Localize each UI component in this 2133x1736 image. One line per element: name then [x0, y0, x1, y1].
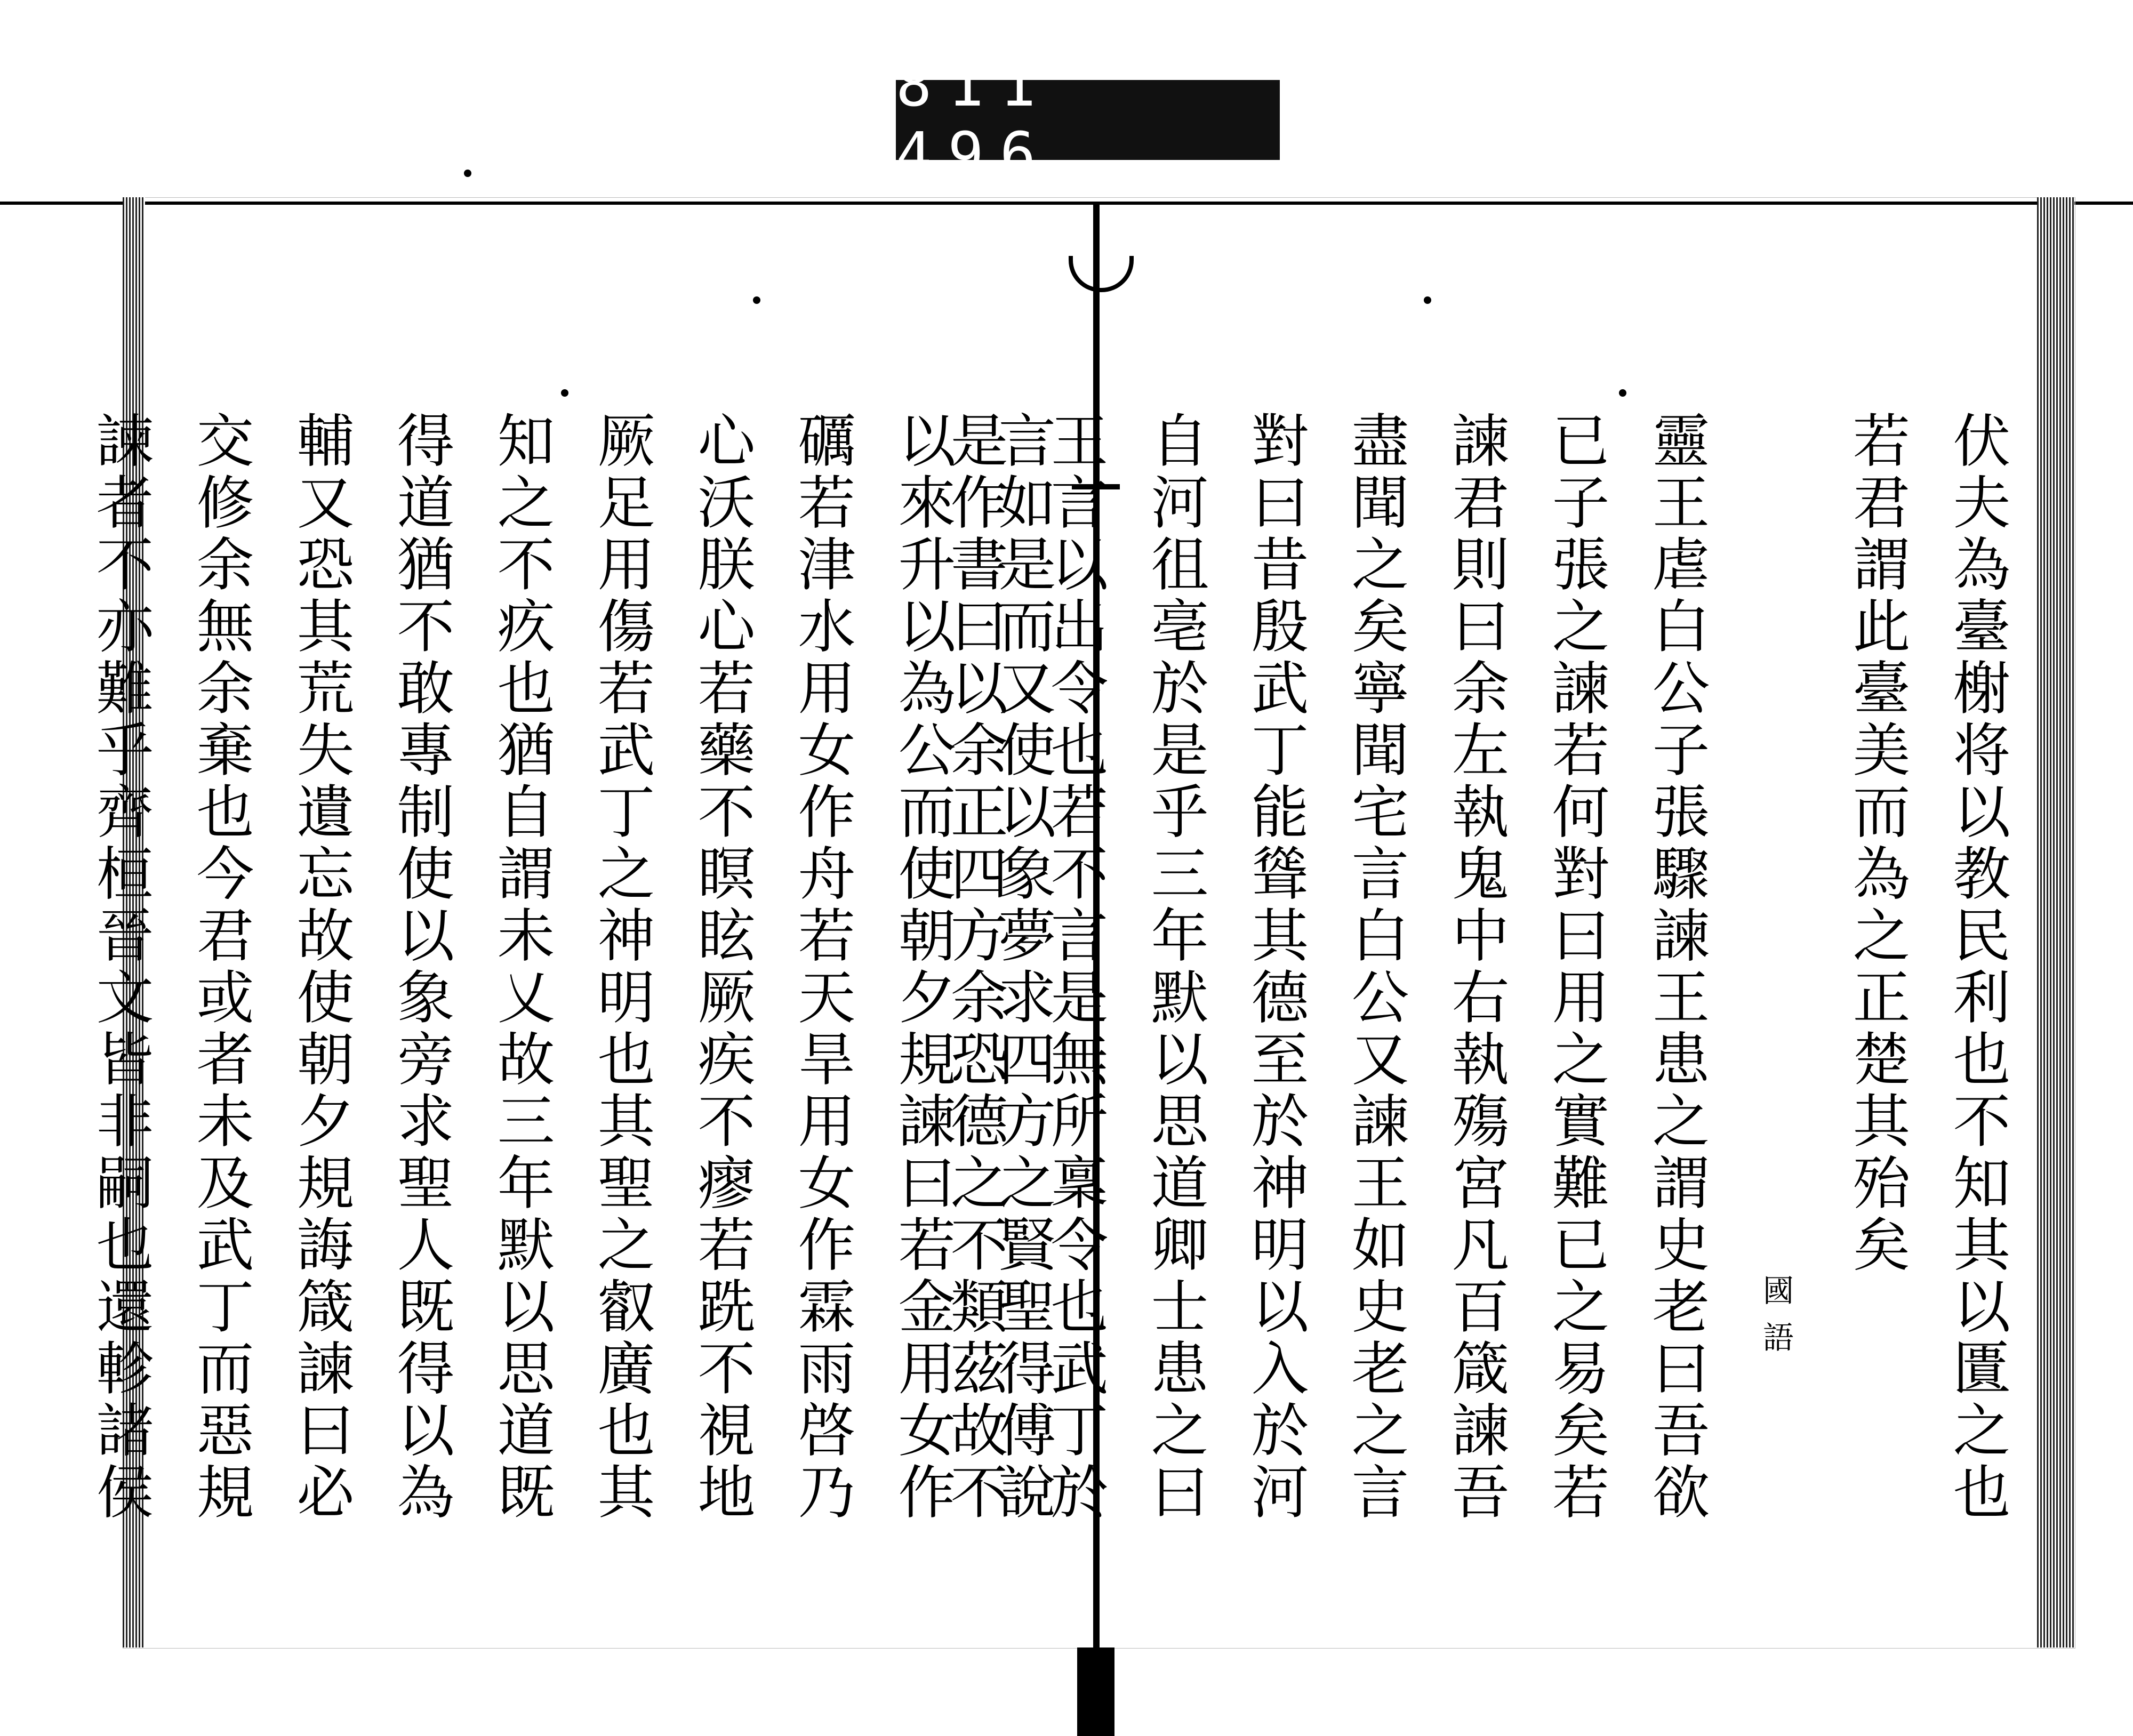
text-column: 已子張之諫若何對曰用之實難已之易矣若: [1542, 411, 1609, 1524]
left-page-text: [86, 411, 1072, 1524]
text-column: 伏夫為臺榭将以教民利也不知其以匱之也: [1943, 411, 2010, 1524]
text-column: 言如是而又使以象夢求四方之賢聖得傅說: [989, 411, 1055, 1524]
text-column: 若君謂此臺美而為之正楚其殆矣: [1843, 411, 1910, 1276]
page-speck: [753, 296, 760, 304]
text-column: 對曰昔殷武丁能聳其德至於神明以入於河: [1241, 411, 1308, 1524]
text-column: 知之不疚也猶自謂未乂故三年默以思道既: [487, 411, 554, 1524]
text-column: 靈王虐白公子張驟諫王患之謂史老曰吾欲: [1642, 411, 1709, 1524]
text-column: 得道猶不敢專制使以象旁求聖人既得以為: [387, 411, 454, 1524]
gutter-binding-bottom: [1077, 1647, 1114, 1736]
text-column: 諫者不亦難乎齊桓晉文皆非嗣也還軫諸侯: [86, 411, 153, 1524]
text-column: 諫君則曰余左執鬼中右執殤宮凡百箴諫吾: [1442, 411, 1509, 1524]
text-column: 自河徂亳於是乎三年默以思道卿士患之曰: [1141, 411, 1208, 1524]
text-column: 礪若津水用女作舟若天旱用女作霖雨啓乃: [788, 411, 855, 1524]
text-column: 厥足用傷若武丁之神明也其聖之叡廣也其: [588, 411, 654, 1524]
text-column: 盡聞之矣寧聞宅言白公又諫王如史老之言: [1342, 411, 1408, 1524]
page-speck: [1424, 296, 1431, 304]
text-column: 王言以出令也若不言是無所稟令也武丁於: [1041, 411, 1108, 1524]
text-column: 交修余無余棄也今君或者未及武丁而惡規: [187, 411, 253, 1524]
page-speck: [561, 389, 568, 397]
right-page-edge: [2037, 197, 2074, 1647]
page-speck: [464, 170, 471, 177]
catalog-label: 811 496.: [896, 80, 1280, 160]
text-column: 是作書曰以余正四方余恐德之不類茲故不: [941, 411, 1007, 1524]
text-column: 心沃朕心若藥不瞑眩厥疾不瘳若跣不視地: [688, 411, 755, 1524]
text-column: 以來升以為公而使朝夕規諫曰若金用女作: [888, 411, 955, 1524]
text-column: 輔又恐其荒失遺忘故使朝夕規誨箴諫曰必: [287, 411, 354, 1524]
source-title: 國語: [1758, 1274, 1794, 1368]
page-speck: [1619, 389, 1626, 397]
